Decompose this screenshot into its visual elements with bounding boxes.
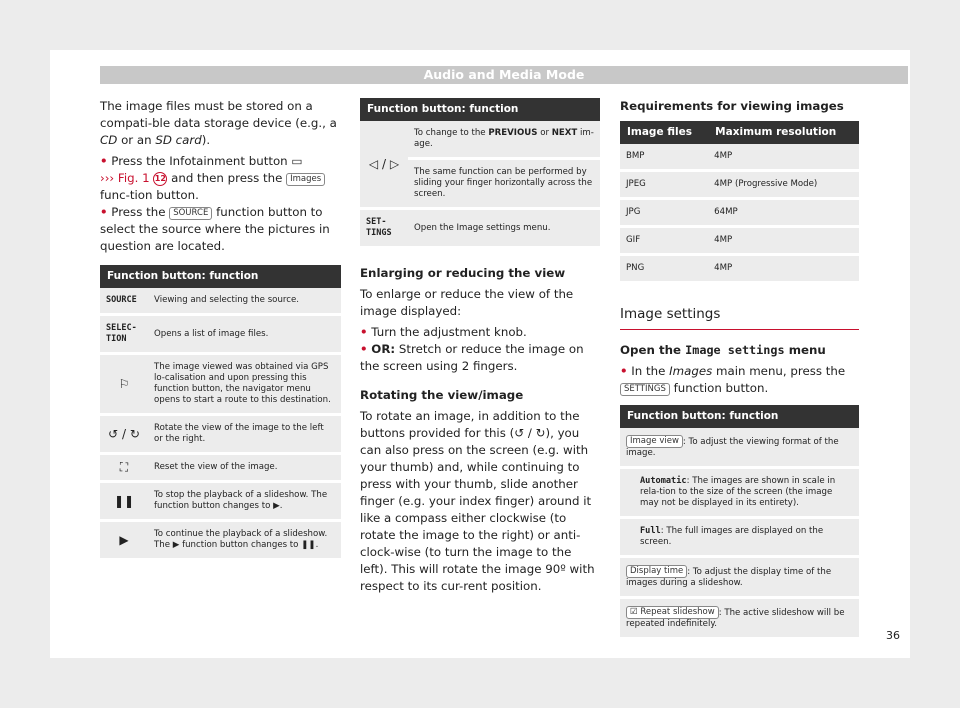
table-row: Full: The full images are displayed on the screen. bbox=[620, 518, 859, 557]
table-row: ☑ Repeat slideshow : The active slideshow will be repeated indefinitely. bbox=[620, 598, 859, 639]
heading-open-menu: Open the Image settings menu bbox=[620, 343, 826, 357]
bullet-press-settings: • In the Images main menu, press the SETTINGS function button. bbox=[620, 364, 846, 395]
page-header: Audio and Media Mode bbox=[100, 66, 908, 84]
function-table-1 bbox=[100, 265, 341, 561]
table-row: GIF 4MP bbox=[620, 227, 859, 255]
table-row: Image view : To adjust the viewing format of the image. bbox=[620, 428, 859, 468]
checkbox-icon: ☑ bbox=[630, 607, 638, 617]
table-row: BMP 4MP bbox=[620, 144, 859, 171]
table-header: Function button: function bbox=[100, 265, 341, 288]
table-row: JPEG 4MP (Progressive Mode) bbox=[620, 171, 859, 199]
bullet-turn-knob: • Turn the adjustment knob. bbox=[360, 325, 527, 339]
page bbox=[50, 50, 910, 658]
display-time-button[interactable]: Display time bbox=[626, 565, 687, 578]
play-icon: ▶ bbox=[119, 532, 129, 547]
source-button[interactable]: SOURCE bbox=[169, 207, 212, 220]
table-row: SET-TINGS Open the Image settings menu. bbox=[360, 209, 600, 248]
table-row: Automatic: The images are shown in scale in rela-tion to the size of the screen (the image may not be displayed in its entirety). bbox=[620, 468, 859, 518]
requirements-table bbox=[620, 121, 859, 284]
table-row: SOURCE Viewing and selecting the source. bbox=[100, 288, 341, 315]
rotate-right-icon: ↻ bbox=[535, 426, 546, 440]
enlarge-text: To enlarge or reduce the view of the image displayed: bbox=[360, 287, 574, 318]
rotate-right-icon: ↻ bbox=[129, 426, 140, 441]
heading-enlarging: Enlarging or reducing the view bbox=[360, 266, 566, 280]
table-row: PNG 4MP bbox=[620, 255, 859, 283]
pause-icon: ❚❚ bbox=[113, 493, 135, 508]
table-row: ⚐ The image viewed was obtained via GPS lo-calisation and upon pressing this function button, the navigator menu opens to start a route to this destination. bbox=[100, 354, 341, 415]
rotate-left-icon: ↺ bbox=[108, 426, 119, 441]
media-icon: ▭ bbox=[291, 154, 303, 168]
table-row: The same function can be performed by sliding your finger horizontally across the screen. bbox=[360, 159, 600, 209]
pause-icon: ❚❚ bbox=[301, 540, 316, 550]
table-row: ↺ / ↻ Rotate the view of the image to the left or the right. bbox=[100, 415, 341, 454]
bullet-stretch: • OR: Stretch or reduce the image on the screen using 2 fingers. bbox=[360, 342, 584, 373]
table-row: SELEC-TION Opens a list of image files. bbox=[100, 315, 341, 354]
column-3 bbox=[620, 98, 859, 640]
table-row: ❚❚ To stop the playback of a slideshow. The function button changes to ▶. bbox=[100, 482, 341, 521]
rotate-left-icon: ↺ bbox=[514, 426, 525, 440]
heading-requirements: Requirements for viewing images bbox=[620, 99, 844, 113]
play-icon: ▶ bbox=[273, 501, 280, 511]
fig-link[interactable]: ››› Fig. 1 bbox=[100, 171, 150, 185]
bullet-press-infotainment: • Press the Infotainment button ▭ ››› Fig. 1 12 and then press the Images func-tion button. bbox=[100, 153, 341, 204]
table-row: ▶ To continue the playback of a slideshow. The ▶ function button changes to ❚❚. bbox=[100, 521, 341, 560]
images-button[interactable]: Images bbox=[286, 173, 325, 186]
page-number: 36 bbox=[886, 629, 900, 642]
previous-icon: ◁ bbox=[368, 156, 379, 171]
col-header-max-resolution: Maximum resolution bbox=[708, 121, 859, 144]
table-header: Function button: function bbox=[620, 405, 859, 428]
table-row: Display time : To adjust the display time of the images during a slideshow. bbox=[620, 557, 859, 598]
function-table-3 bbox=[620, 405, 859, 640]
column-2 bbox=[360, 98, 600, 599]
table-header: Function button: function bbox=[360, 98, 600, 121]
reset-view-icon: ⛶ bbox=[119, 460, 129, 474]
flag-icon: ⚐ bbox=[118, 376, 130, 391]
table-row: ⛶ Reset the view of the image. bbox=[100, 454, 341, 482]
table-row: ◁ / ▷ To change to the PREVIOUS or NEXT im-age. bbox=[360, 121, 600, 159]
section-image-settings: Image settings bbox=[620, 306, 859, 330]
repeat-slideshow-checkbox[interactable]: ☑ Repeat slideshow bbox=[626, 606, 719, 619]
image-view-button[interactable]: Image view bbox=[626, 435, 683, 448]
rotate-text: To rotate an image, in addition to the buttons provided for this (↺ / ↻), you can also press on the screen (e.g. with your thumb) and, while continuing to press with your thumb, slide another finger (e.g. your index finger) around it like a compass either clockwise (to rotate the image to the right) or anti-clock-wise (to turn the image to the left). This will rotate the image 90º with respect to its cur-rent position. bbox=[360, 409, 595, 593]
column-1 bbox=[100, 98, 341, 561]
col-header-image-files: Image files bbox=[620, 121, 708, 144]
next-icon: ▷ bbox=[389, 156, 400, 171]
callout-12: 12 bbox=[153, 172, 167, 186]
function-table-2 bbox=[360, 98, 600, 249]
heading-rotating: Rotating the view/image bbox=[360, 388, 524, 402]
settings-button[interactable]: SETTINGS bbox=[620, 383, 670, 396]
intro-paragraph: The image files must be stored on a compati-ble data storage device (e.g., a CD or an SD card). bbox=[100, 99, 337, 147]
bullet-press-source: • Press the SOURCE function button to select the source where the pictures in question are located. bbox=[100, 205, 330, 253]
play-icon: ▶ bbox=[172, 540, 180, 550]
table-row: JPG 64MP bbox=[620, 199, 859, 227]
